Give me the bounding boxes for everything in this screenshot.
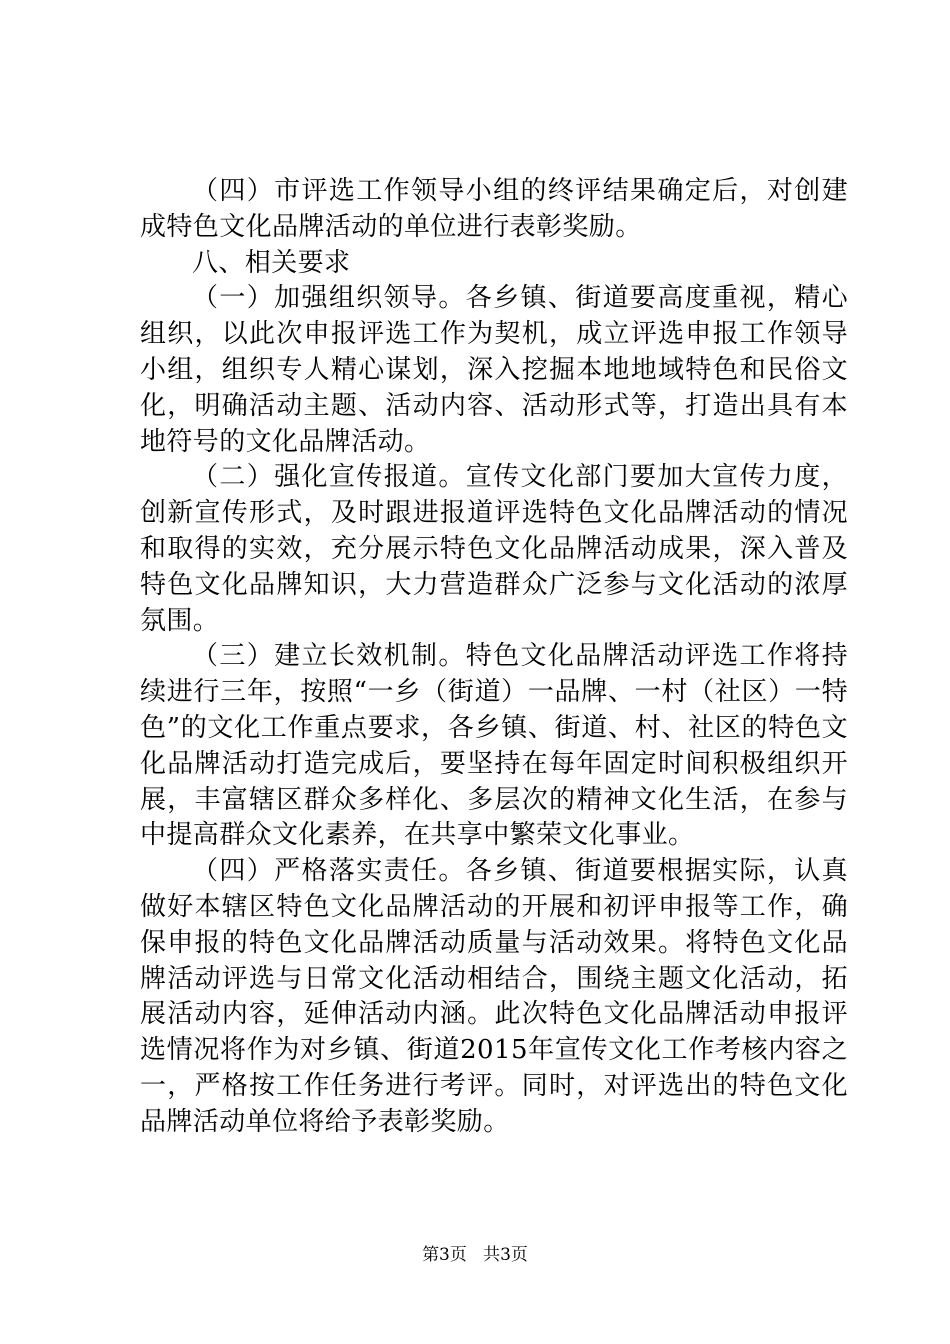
page-number: 第3页: [422, 1245, 467, 1265]
paragraph-responsibility: （四）严格落实责任。各乡镇、街道要根据实际，认真做好本辖区特色文化品牌活动的开展和初评申报等工作，确保申报的特色文化品牌活动质量与活动效果。将特色文化品牌活动评选与日常文化活动相结合，围绕主题文化活动，拓展活动内容，延伸活动内涵。此次特色文化品牌活动申报评选情况将作为对乡镇、街道2015年宣传文化工作考核内容之一，严格按工作任务进行考评。同时，对评选出的特色文化品牌活动单位将给予表彰奖励。: [140, 856, 848, 1137]
page-footer: [0, 1244, 950, 1266]
document-body: [140, 174, 848, 1141]
paragraph-award: （四）市评选工作领导小组的终评结果确定后，对创建成特色文化品牌活动的单位进行表彰奖励。: [140, 176, 848, 242]
page-total: 共3页: [483, 1245, 528, 1265]
paragraph-organization: （一）加强组织领导。各乡镇、街道要高度重视，精心组织，以此次申报评选工作为契机，成立评选申报工作领导小组，组织专人精心谋划，深入挖掘本地地域特色和民俗文化，明确活动主题、活动内容、活动形式等，打造出具有本地符号的文化品牌活动。: [140, 283, 848, 457]
paragraph-mechanism: （三）建立长效机制。特色文化品牌活动评选工作将持续进行三年，按照“一乡（街道）一品牌、一村（社区）一特色”的文化工作重点要求，各乡镇、街道、村、社区的特色文化品牌活动打造完成后，要坚持在每年固定时间积极组织开展，丰富辖区群众多样化、多层次的精神文化生活，在参与中提高群众文化素养，在共享中繁荣文化事业。: [140, 641, 848, 851]
footer-separator: [472, 1245, 477, 1265]
section-heading-requirements: 八、相关要求: [192, 247, 351, 278]
paragraph-publicity: （二）强化宣传报道。宣传文化部门要加大宣传力度，创新宣传形式，及时跟进报道评选特色文化品牌活动的情况和取得的实效，充分展示特色文化品牌活动成果，深入普及特色文化品牌知识，大力营造群众广泛参与文化活动的浓厚氛围。: [140, 462, 848, 636]
